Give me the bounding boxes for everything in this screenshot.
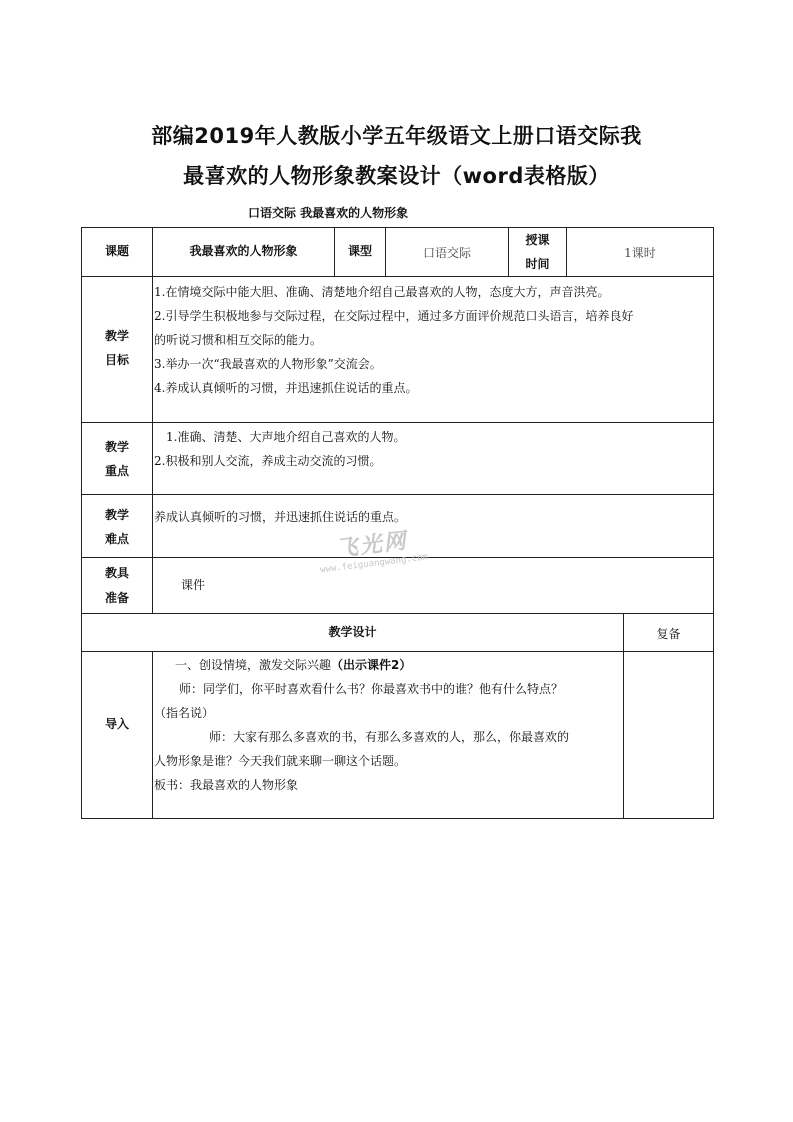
document-subtitle: 口语交际 我最喜欢的人物形象 bbox=[248, 206, 409, 220]
document-title-line-1: 部编2019年人教版小学五年级语文上册口语交际我 bbox=[151, 124, 642, 148]
table-cell-keypoints-label bbox=[81, 422, 153, 495]
objective-line: 的听说习惯和相互交际的能力。 bbox=[154, 333, 323, 347]
design-label: 教学设计 bbox=[328, 625, 377, 639]
objective-line: 2.引导学生积极地参与交际过程，在交际过程中，通过多方面评价规范口头语言，培养良好 bbox=[154, 309, 634, 323]
topic-label: 课题 bbox=[104, 244, 129, 258]
intro-line: 师：同学们，你平时喜欢看什么书？你最喜欢书中的谁？他有什么特点？ bbox=[179, 682, 564, 696]
intro-heading bbox=[175, 653, 411, 677]
objectives-label-line-2: 目标 bbox=[104, 353, 129, 367]
keypoints-label-line-2: 重点 bbox=[104, 464, 129, 478]
intro-line: （指名说） bbox=[154, 706, 215, 720]
materials-label-line-2: 准备 bbox=[104, 591, 129, 605]
type-label: 课型 bbox=[347, 244, 372, 258]
intro-line: 师：大家有那么多喜欢的书，有那么多喜欢的人，那么，你最喜欢的 bbox=[209, 730, 570, 744]
review-label: 复备 bbox=[656, 627, 681, 641]
time-value: 1课时 bbox=[624, 246, 656, 260]
keypoints-label-line-1: 教学 bbox=[104, 440, 129, 454]
table-cell-materials-content bbox=[152, 557, 714, 614]
time-label-line-2: 时间 bbox=[525, 257, 550, 271]
difficulties-label-line-2: 难点 bbox=[104, 532, 129, 546]
intro-line: 板书：我最喜欢的人物形象 bbox=[154, 778, 299, 792]
objectives-label-line-1: 教学 bbox=[104, 329, 129, 343]
materials-label-line-1: 教具 bbox=[104, 566, 129, 580]
intro-label: 导入 bbox=[104, 717, 129, 731]
intro-heading-courseware: （出示课件2） bbox=[331, 658, 412, 672]
difficulties-text: 养成认真倾听的习惯，并迅速抓住说话的重点。 bbox=[154, 510, 407, 524]
objective-line: 4.养成认真倾听的习惯，并迅速抓住说话的重点。 bbox=[154, 381, 418, 395]
table-cell-intro-review bbox=[623, 651, 714, 819]
keypoint-line: 1.准确、清楚、大声地介绍自己喜欢的人物。 bbox=[166, 430, 406, 444]
watermark-url: www.feiguangwang.com bbox=[319, 552, 429, 576]
watermark-logo: 飞光网 bbox=[334, 528, 410, 563]
topic-value: 我最喜欢的人物形象 bbox=[189, 244, 298, 258]
intro-heading-text: 一、创设情境，激发交际兴趣 bbox=[175, 658, 332, 672]
objective-line: 3.举办一次“我最喜欢的人物形象”交流会。 bbox=[154, 357, 382, 371]
objective-line: 1.在情境交际中能大胆、准确、清楚地介绍自己最喜欢的人物，态度大方，声音洪亮。 bbox=[154, 285, 610, 299]
intro-line: 人物形象是谁？今天我们就来聊一聊这个话题。 bbox=[154, 754, 407, 768]
document-title-line-2: 最喜欢的人物形象教案设计（word表格版） bbox=[183, 164, 610, 188]
difficulties-label-line-1: 教学 bbox=[104, 508, 129, 522]
type-value: 口语交际 bbox=[422, 246, 471, 260]
keypoint-line: 2.积极和别人交流，养成主动交流的习惯。 bbox=[154, 454, 382, 468]
table-cell-intro-label bbox=[81, 651, 153, 819]
time-label-line-1: 授课 bbox=[525, 233, 550, 247]
materials-text: 课件 bbox=[181, 578, 206, 592]
